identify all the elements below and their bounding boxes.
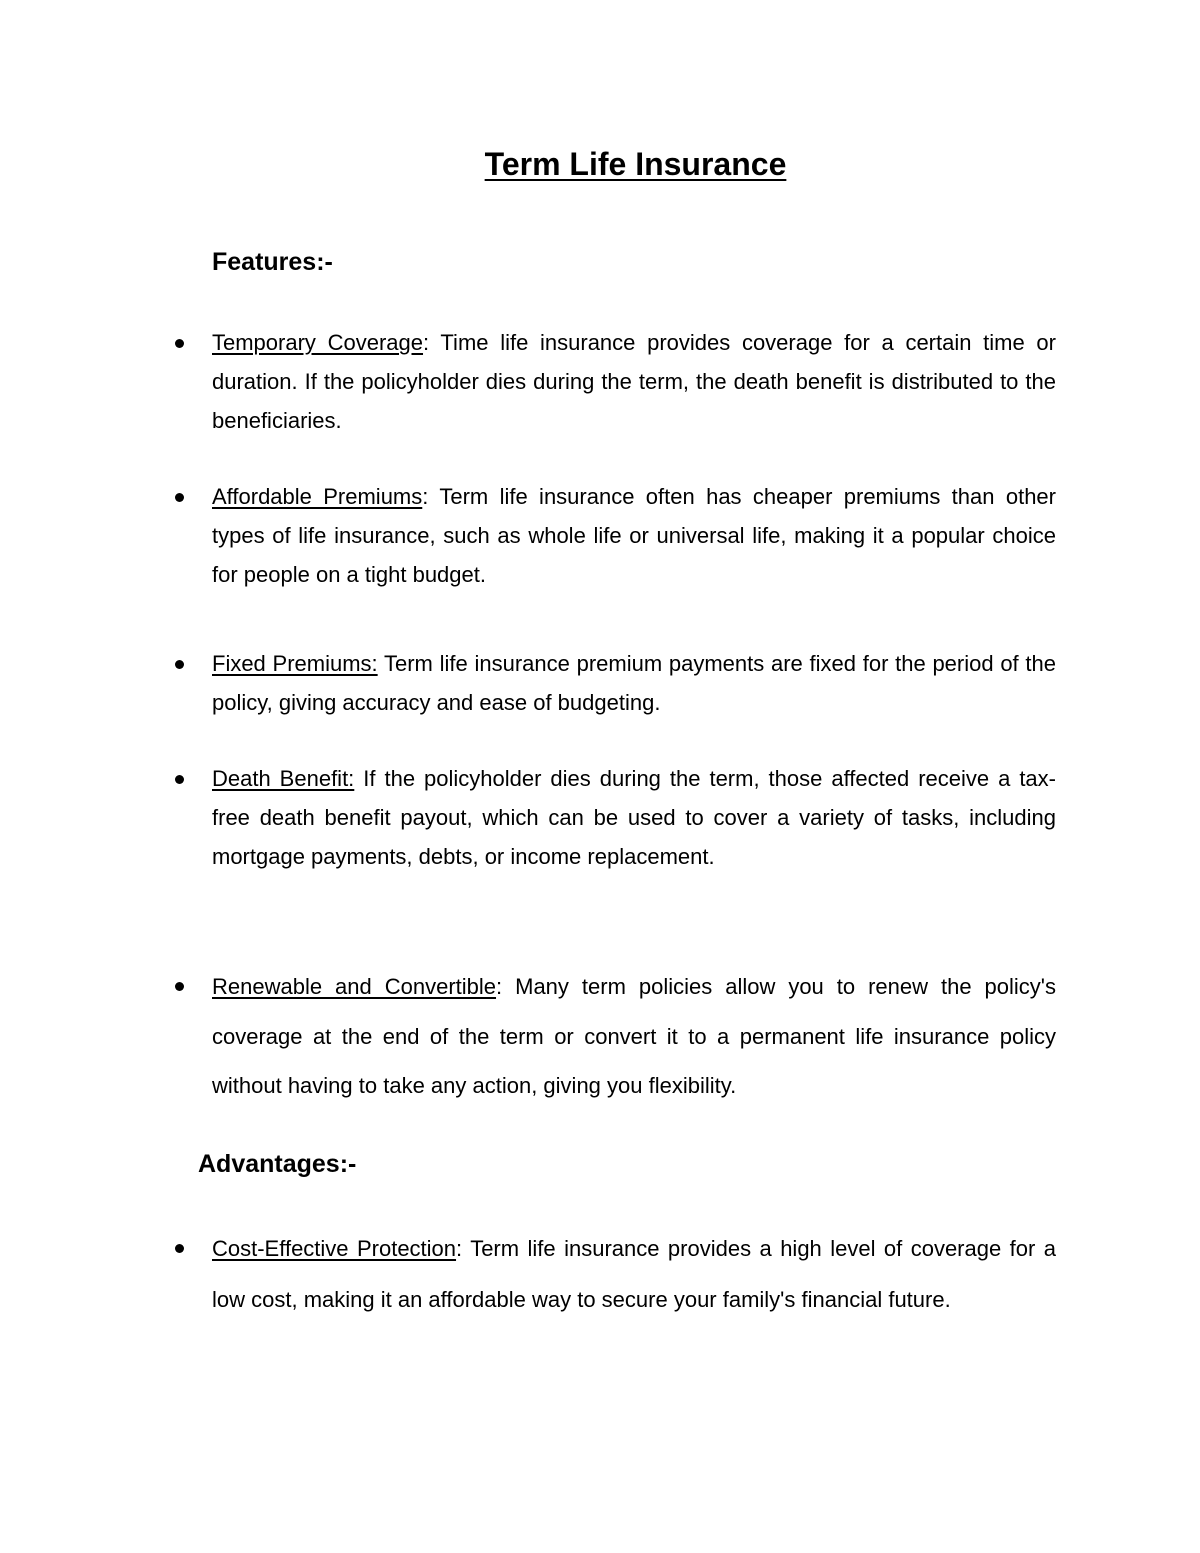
term-label: Cost-Effective Protection	[212, 1236, 457, 1261]
item-description: Many term policies allow you to renew the policy's coverage at the end of the term or convert it to a permanent life insurance policy without having to take any action, giving you flexibility.	[212, 974, 1056, 1098]
term-label: Temporary Coverage	[212, 330, 424, 355]
list-item-renewable-convertible	[212, 962, 1056, 1111]
document-title: Term Life Insurance	[484, 146, 787, 182]
term-separator: :	[422, 484, 429, 509]
features-heading: Features:-	[212, 248, 333, 276]
item-description: Term life insurance provides a high level of coverage for a low cost, making it an affordable way to secure your family's financial future.	[212, 1236, 1056, 1312]
term-label: Affordable Premiums	[212, 484, 423, 509]
item-description: If the policyholder dies during the term, those affected receive a tax-free death benefit payout, which can be used to cover a variety of tasks, including mortgage payments, debts, or income replacement.	[212, 766, 1056, 869]
list-item-death-benefit	[212, 759, 1056, 876]
list-item-affordable-premiums	[212, 477, 1056, 594]
list-item-fixed-premiums	[212, 644, 1056, 722]
bullet-icon	[175, 1244, 184, 1253]
term-label: Fixed Premiums:	[212, 651, 378, 676]
bullet-icon	[175, 493, 184, 502]
bullet-icon	[175, 982, 184, 991]
list-item-cost-effective-protection	[212, 1224, 1056, 1325]
term-separator: :	[423, 330, 430, 355]
list-item-temporary-coverage	[212, 323, 1056, 440]
term-label: Renewable and Convertible	[212, 974, 497, 999]
advantages-heading: Advantages:-	[198, 1150, 357, 1178]
bullet-icon	[175, 660, 184, 669]
item-description: Term life insurance premium payments are fixed for the period of the policy, giving accuracy and ease of budgeting.	[212, 651, 1056, 715]
term-label: Death Benefit:	[212, 766, 355, 791]
bullet-icon	[175, 775, 184, 784]
term-separator: :	[496, 974, 503, 999]
item-description: Term life insurance often has cheaper premiums than other types of life insurance, such as whole life or universal life, making it a popular choice for people on a tight budget.	[212, 484, 1056, 587]
item-description: Time life insurance provides coverage for a certain time or duration. If the policyholder dies during the term, the death benefit is distributed to the beneficiaries.	[212, 330, 1056, 433]
bullet-icon	[175, 339, 184, 348]
term-separator: :	[456, 1236, 463, 1261]
